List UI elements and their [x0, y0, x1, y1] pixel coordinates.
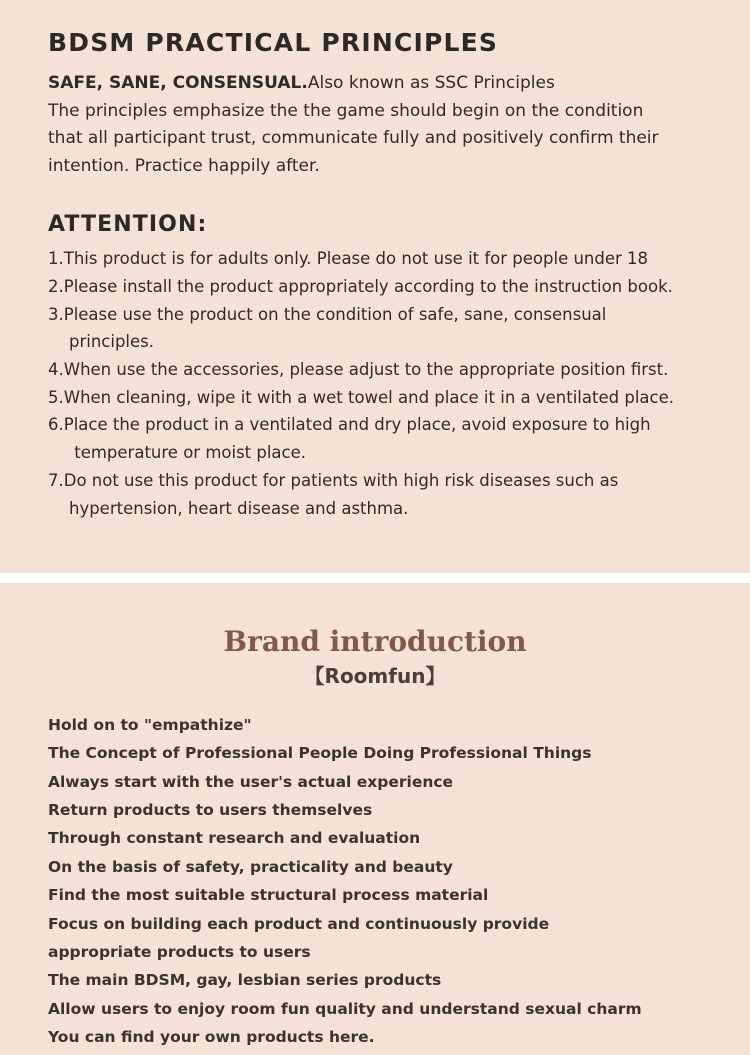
list-item [48, 384, 702, 412]
list-item-continuation [48, 328, 702, 356]
list-item: Find the most suitable structural process material [48, 886, 489, 905]
list-item [48, 467, 702, 495]
ssc-lead-line [48, 70, 702, 98]
list-item [48, 301, 702, 329]
list-item: Focus on building each product and continuously provide [48, 914, 550, 933]
list-item [48, 356, 702, 384]
list-item: Allow users to enjoy room fun quality and understand sexual charm [48, 999, 642, 1018]
list-item-label: When cleaning, wipe it with a wet towel and place it in a ventilated place. [63, 387, 674, 407]
brand-name: 【Roomfun】 [304, 664, 446, 688]
attention-list [48, 245, 702, 522]
list-item: You can find your own products here. [48, 1027, 375, 1046]
list-item-number: 1. [48, 249, 64, 269]
list-item: Return products to users themselves [48, 801, 373, 820]
list-item-label: hypertension, heart disease and asthma. [68, 498, 409, 518]
section-divider [0, 573, 750, 583]
list-item-indent-spacer [48, 328, 69, 356]
list-item-label: principles. [68, 332, 154, 352]
list-item: Hold on to "empathize" [48, 716, 252, 734]
list-item [48, 411, 702, 439]
list-item-continuation [48, 495, 702, 523]
principles-paragraph-line-1: The principles emphasize the the game should begin on the condition [48, 100, 644, 121]
list-item-number: 5. [48, 387, 64, 407]
brand-introduction-panel [0, 583, 750, 1055]
list-item-indent-spacer [48, 495, 69, 523]
list-item-number: 3. [48, 304, 64, 324]
list-item-label: Place the product in a ventilated and dry place, avoid exposure to high [63, 415, 651, 435]
list-item-label: Please install the product appropriately according to the instruction book. [63, 276, 673, 296]
ssc-lead-bold: SAFE, SANE, CONSENSUAL. [48, 73, 308, 93]
page-title: BDSM PRACTICAL PRINCIPLES [48, 28, 499, 57]
list-item: Always start with the user's actual experience [48, 772, 454, 791]
brand-title: Brand introduction [223, 625, 527, 658]
list-item-number: 2. [48, 276, 64, 296]
list-item: The Concept of Professional People Doing Professional Things [48, 744, 592, 763]
list-item-number: 7. [48, 470, 64, 490]
list-item-label: This product is for adults only. Please do not use it for people under 18 [63, 249, 649, 269]
list-item-indent-spacer [48, 439, 74, 467]
list-item: Through constant research and evaluation [48, 829, 421, 848]
list-item [48, 273, 702, 301]
ssc-lead-rest: Also known as SSC Principles [307, 73, 555, 93]
list-item [48, 245, 702, 273]
list-item-continuation [48, 439, 702, 467]
list-item: On the basis of safety, practicality and beauty [48, 857, 453, 876]
list-item-number: 6. [48, 415, 64, 435]
list-item-label: Please use the product on the condition of safe, sane, consensual [63, 304, 607, 324]
list-item: The main BDSM, gay, lesbian series products [48, 971, 442, 990]
list-item-label: temperature or moist place. [74, 443, 307, 463]
list-item-label: Do not use this product for patients with high risk diseases such as [63, 470, 619, 490]
attention-heading: ATTENTION: [48, 212, 208, 238]
list-item-number: 4. [48, 360, 64, 379]
principles-paragraph-line-3: intention. Practice happily after. [48, 155, 320, 176]
principles-paragraph-line-2: that all participant trust, communicate fully and positively confirm their [48, 128, 659, 149]
list-item-label: When use the accessories, please adjust to the appropriate position first. [63, 360, 669, 379]
list-item: appropriate products to users [48, 942, 311, 961]
brand-statement-list [48, 711, 702, 1051]
